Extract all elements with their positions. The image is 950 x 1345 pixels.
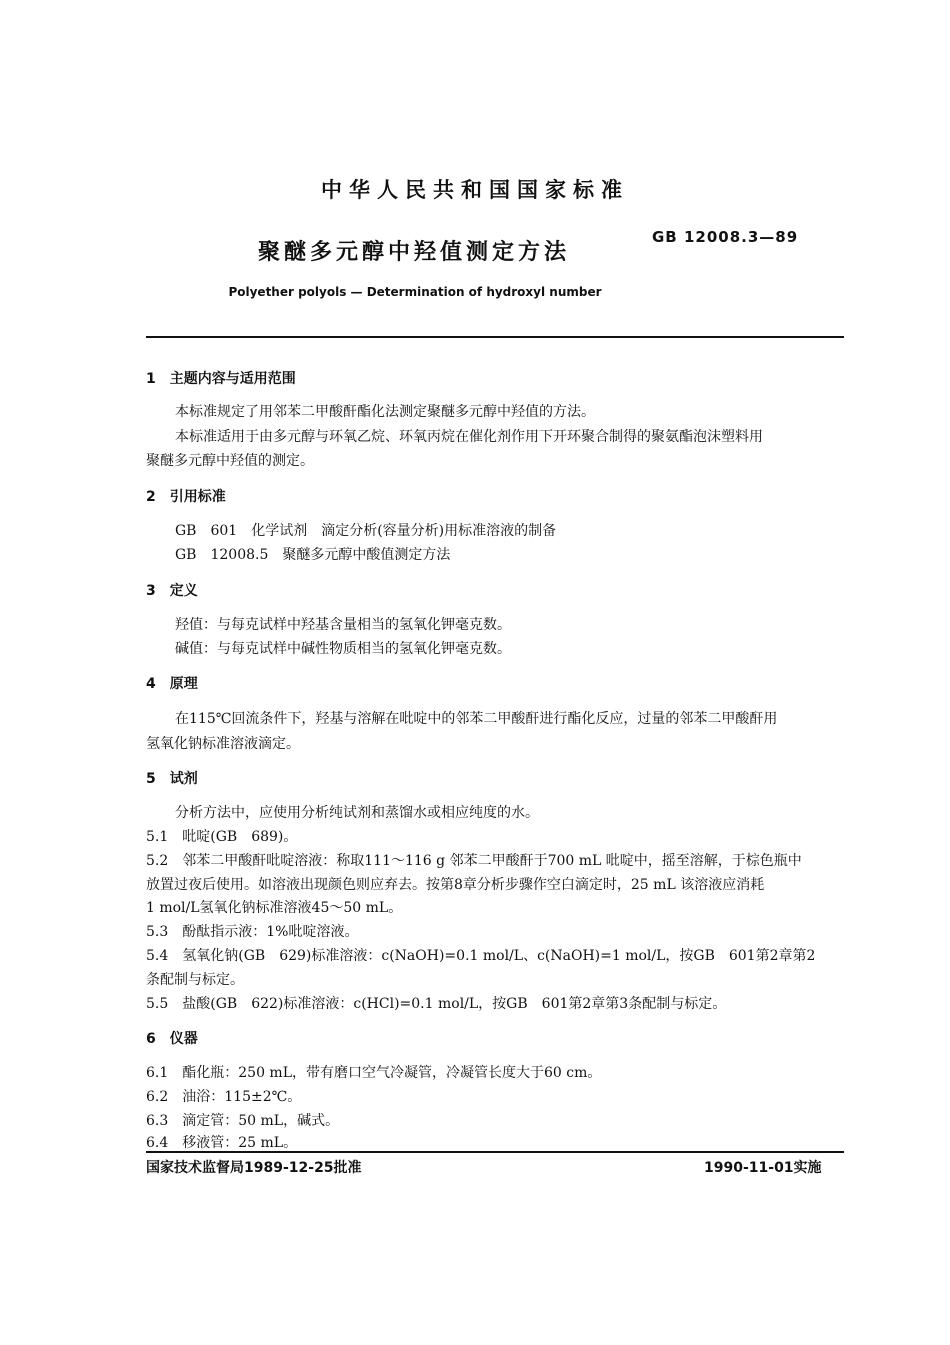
document-title: 聚醚多元醇中羟值测定方法 bbox=[257, 240, 570, 265]
section-4-heading: 4 原理 bbox=[146, 676, 198, 692]
reagent-5-2-cont-1: 放置过夜后使用。如溶液出现颜色则应弃去。按第8章分析步骤作空白滴定时，25 mL 该溶液应消耗 bbox=[146, 877, 765, 893]
apparatus-6-3: 6.3 滴定管：50 mL，碱式。 bbox=[146, 1113, 340, 1129]
reference-gb-12008-5: GB 12008.5 聚醚多元醇中酸值测定方法 bbox=[175, 547, 451, 563]
definition-hydroxyl-value: 羟值：与每克试样中羟基含量相当的氢氧化钾毫克数。 bbox=[175, 617, 511, 633]
definition-alkali-value: 碱值：与每克试样中碱性物质相当的氢氧化钾毫克数。 bbox=[175, 641, 511, 657]
section-1-heading: 1 主题内容与适用范围 bbox=[146, 371, 296, 387]
header-divider bbox=[146, 336, 844, 338]
english-title: Polyether polyols — Determination of hydroxyl number bbox=[228, 285, 602, 299]
national-standard-title: 中华人民共和国国家标准 bbox=[321, 178, 629, 202]
reagent-5-2: 5.2 邻苯二甲酸酐吡啶溶液：称取111～116 g 邻苯二甲酸酐于700 mL 吡啶中，摇至溶解，于棕色瓶中 bbox=[146, 853, 802, 869]
reagent-5-2-cont-2: 1 mol/L氢氧化钠标准溶液45～50 mL。 bbox=[146, 900, 403, 916]
reagent-5-4: 5.4 氢氧化钠(GB 629)标准溶液：c(NaOH)=0.1 mol/L、c(NaOH)=1 mol/L，按GB 601第2章第2 bbox=[146, 948, 816, 964]
apparatus-6-2: 6.2 油浴：115±2℃。 bbox=[146, 1089, 302, 1105]
section-6-heading: 6 仪器 bbox=[146, 1031, 198, 1047]
section-2-heading: 2 引用标准 bbox=[146, 489, 226, 505]
reagent-5-1: 5.1 吡啶(GB 689)。 bbox=[146, 829, 298, 845]
approval-date: 国家技术监督局1989-12-25批准 bbox=[146, 1160, 362, 1176]
effective-date: 1990-11-01实施 bbox=[704, 1160, 822, 1176]
reference-gb-601: GB 601 化学试剂 滴定分析(容量分析)用标准溶液的制备 bbox=[175, 523, 557, 539]
section-1-paragraph-2: 本标准适用于由多元醇与环氧乙烷、环氧丙烷在催化剂作用下开环聚合制得的聚氨酯泡沫塑料用 bbox=[175, 429, 763, 445]
reagent-5-5: 5.5 盐酸(GB 622)标准溶液：c(HCl)=0.1 mol/L，按GB 601第2章第3条配制与标定。 bbox=[146, 996, 727, 1012]
standard-code: GB 12008.3—89 bbox=[652, 228, 799, 246]
section-4-paragraph-cont: 氢氧化钠标准溶液滴定。 bbox=[146, 736, 300, 752]
apparatus-6-1: 6.1 酯化瓶：250 mL，带有磨口空气冷凝管，冷凝管长度大于60 cm。 bbox=[146, 1065, 602, 1081]
section-1-paragraph-1: 本标准规定了用邻苯二甲酸酐酯化法测定聚醚多元醇中羟值的方法。 bbox=[175, 404, 595, 420]
section-5-intro: 分析方法中，应使用分析纯试剂和蒸馏水或相应纯度的水。 bbox=[175, 805, 539, 821]
section-3-heading: 3 定义 bbox=[146, 583, 198, 599]
section-5-heading: 5 试剂 bbox=[146, 771, 198, 787]
reagent-5-3: 5.3 酚酞指示液：1%吡啶溶液。 bbox=[146, 924, 359, 940]
reagent-5-4-cont: 条配制与标定。 bbox=[146, 972, 244, 988]
footer-divider bbox=[146, 1151, 844, 1153]
section-4-paragraph: 在115℃回流条件下，羟基与溶解在吡啶中的邻苯二甲酸酐进行酯化反应，过量的邻苯二甲酸酐用 bbox=[175, 711, 778, 727]
apparatus-6-4: 6.4 移液管：25 mL。 bbox=[146, 1135, 298, 1151]
section-1-paragraph-2-cont: 聚醚多元醇中羟值的测定。 bbox=[146, 453, 314, 469]
